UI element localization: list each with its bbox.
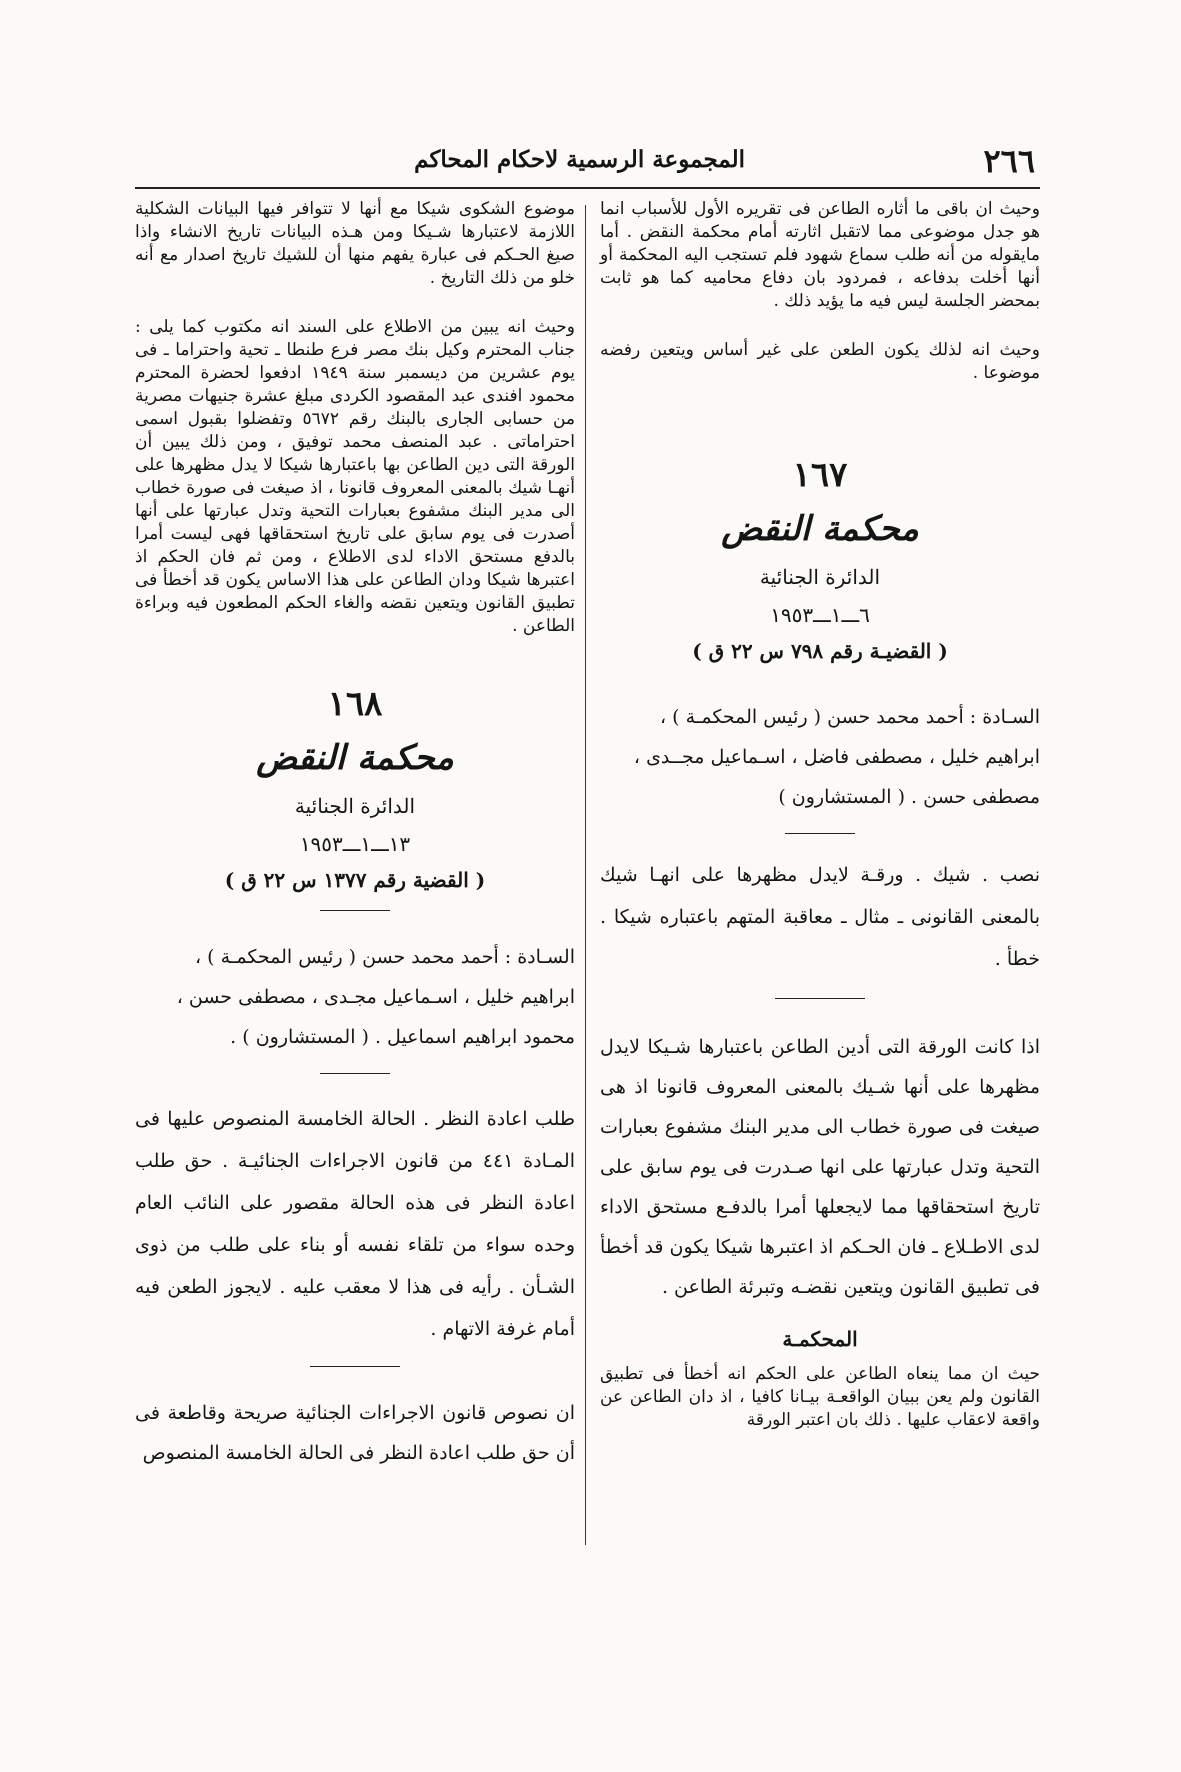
right-column <box>600 198 1040 1432</box>
court-name: محكمة النقض <box>721 509 919 549</box>
header-rule <box>135 187 1040 189</box>
separator-rule <box>310 1366 400 1367</box>
separator-rule <box>320 910 390 911</box>
paragraph: وحيث انه يبين من الاطلاع على السند انه مكتوب كما يلى : جناب المحترم وكيل بنك مصر فرع طنطا ـ تحية واحتراما ـ فى يوم عشرين من ديسمبر سنة ١٩٤٩ ادفعوا لحضرة المحترم محمود افندى عبد المقصود الكردى مبلغ عشرة جنيهات مصرية من حسابى الجارى بالبنك رقم ٥٦٧٢ وتفضلوا بقبول اسمى احتراماتى . عبد المنصف محمد توفيق ، ومن ذلك يبين أن الورقة التى دين الطاعن بها باعتبارها شيكا لا يدل مظهرها على أنهـا شيك بالمعنى المعروف قانونا ، اذ صيغت فى صورة خطاب الى مدير البنك مشفوع بعبارات التحية وتدل عبارتها على أنها أصدرت فى يوم سابق على تاريخ استحقاقها فهى ليست أمرا بالدفع مستحق الاداء لدى الاطلاع ، ومن ثم فان الحكم اذ اعتبرها شيكا ودان الطاعن على هذا الاساس يكون قد أخطأ فى تطبيق القانون ويتعين نقضه والغاء الحكم المطعون فيه وبراءة الطاعن . <box>135 317 576 636</box>
court-section-heading: المحكمـة <box>782 1327 858 1351</box>
case-summary: نصب . شيك . ورقـة لايدل مظهرها على انهـا شيك بالمعنى القانونى ـ مثال ـ معاقبة المتهم باعتباره شيكا . خطأ . <box>600 864 1040 970</box>
case-date: ٦ـــ١ـــ١٩٥٣ <box>770 603 870 627</box>
case-holding: اذا كانت الورقة التى أدين الطاعن باعتبارها شـيكا لايدل مظهرها على أنها شـيك بالمعنى المعروف قانونا اذ هى صيغت فى صورة خطاب الى مدير البنك مشفوع بعبارات التحية وتدل عبارتها على انها صـدرت فى يوم سابق على تاريخ استحقاقها مما لايجعلها أمرا بالدفـع مستحق الاداء لدى الاطـلاع ـ فان الحـكم اذ اعتبرها شيكا يكون قد أخطأ فى تطبيق القانون ويتعين نقضـه وتبرئة الطاعن . <box>600 1036 1040 1298</box>
court-reasoning: حيث ان مما ينعاه الطاعن على الحكم انه أخطأ فى تطبيق القانون ولم يعن ببيان الواقعـة بيـانا كافيا ، اذ دان الطاعن عن واقعة لاعقاب عليها . ذلك بان اعتبر الورقة <box>600 1364 1040 1430</box>
paragraph: وحيث ان باقى ما أثاره الطاعن فى تقريره الأول للأسباب انما هو جدل موضوعى مما لاتقبل اثارته أمام محكمة النقض . أما مايقوله من أنه طلب سماع شهود فلم تستجب اليه المحكمة أو أنها أخلت بدفاعه ، فمردود بان دفاع محاميه كما هو ثابت بمحضر الجلسة ليس فيه ما يؤيد ذلك . <box>600 199 1040 311</box>
judges-list <box>135 937 575 1057</box>
judges-line: السـادة : أحمد محمد حسن ( رئيس المحكمـة ) ، <box>194 946 575 968</box>
judges-line: محمود ابراهيم اسماعيل . ( المستشارون ) . <box>230 1026 575 1048</box>
running-title: المجموعة الرسمية لاحكام المحاكم <box>414 146 745 173</box>
judges-line: السـادة : أحمد محمد حسن ( رئيس المحكمـة ) ، <box>659 706 1040 728</box>
court-name: محكمة النقض <box>256 738 454 778</box>
separator-rule <box>320 1073 390 1074</box>
case-number: ١٦٨ <box>327 684 383 724</box>
separator-rule <box>785 833 855 834</box>
judges-line: مصطفى حسن . ( المستشارون ) <box>778 786 1040 808</box>
judges-list <box>600 697 1040 817</box>
paragraph: موضوع الشكوى شيكا مع أنها لا تتوافر فيها البيانات الشكلية اللازمة لاعتبارها شـيكا ومن هـذه البيانات تاريخ الانشاء واذا صيغ الحـكم فى عبارة يفهم منها أن للشيك تاريخ اصدار مع أنه خلو من ذلك التاريخ . <box>135 199 575 288</box>
separator-rule <box>775 998 865 999</box>
judges-line: ابراهيم خليل ، مصطفى فاضل ، اسـماعيل مجــدى ، <box>633 746 1040 768</box>
case-reference: ( القضيـة رقم ٧٩٨ س ٢٢ ق ) <box>692 639 948 663</box>
page-number: ٢٦٦ <box>983 142 1035 180</box>
court-circuit: الدائرة الجنائية <box>294 794 416 818</box>
case-number: ١٦٧ <box>792 455 848 495</box>
case-date: ١٣ـــ١ـــ١٩٥٣ <box>299 832 411 856</box>
case-holding: ان نصوص قانون الاجراءات الجنائية صريحة وقاطعة فى أن حق طلب اعادة النظر فى الحالة الخامسة المنصوص <box>135 1402 575 1464</box>
paragraph: وحيث انه لذلك يكون الطعن على غير أساس ويتعين رفضه موضوعا . <box>600 340 1040 383</box>
judges-line: ابراهيم خليل ، اسـماعيل مجـدى ، مصطفى حسن ، <box>176 986 575 1008</box>
case-summary: طلب اعادة النظر . الحالة الخامسة المنصوص عليها فى المـادة ٤٤١ من قانون الاجراءات الجنائيـة . حق طلب اعادة النظر فى هذه الحالة مقصور على النائب العام وحده سواء من تلقاء نفسه أو بناء على طلب من ذوى الشـأن . رأيه فى هذا لا معقب عليه . لايجوز الطعن فيه أمام غرفة الاتهام . <box>135 1108 575 1340</box>
court-circuit: الدائرة الجنائية <box>759 565 881 589</box>
case-reference: ( القضية رقم ١٣٧٧ س ٢٢ ق ) <box>224 868 486 892</box>
column-divider <box>585 205 586 1545</box>
left-column <box>135 198 575 1473</box>
page-header <box>135 140 1035 186</box>
